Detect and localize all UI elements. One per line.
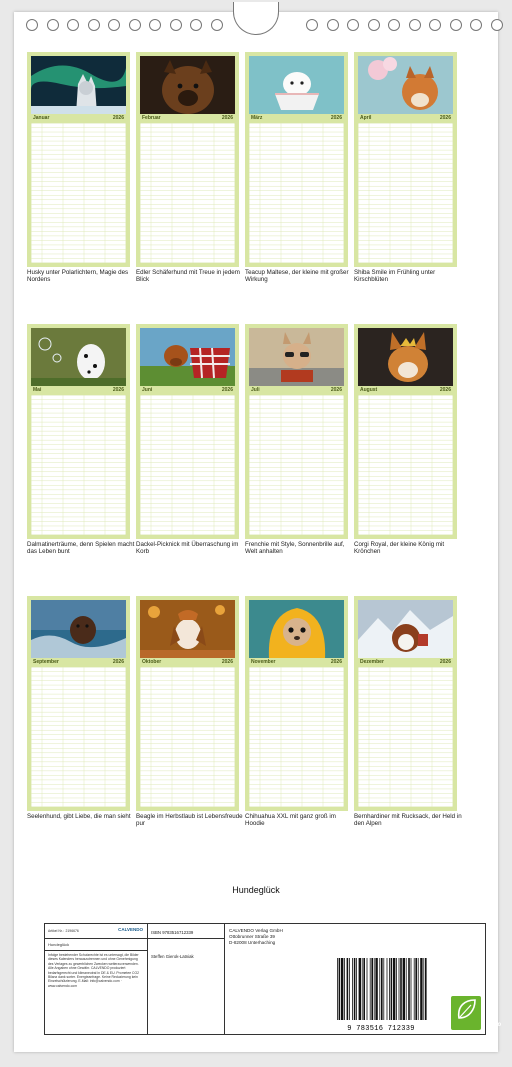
binding-hole bbox=[67, 19, 79, 31]
planner-grid bbox=[31, 667, 126, 807]
month-panel bbox=[136, 596, 239, 811]
month-header bbox=[249, 115, 344, 122]
month-photo-art bbox=[249, 328, 344, 386]
month-photo bbox=[358, 600, 453, 658]
month-photo bbox=[31, 56, 126, 114]
month-header bbox=[31, 387, 126, 394]
month-caption: Corgi Royal, der kleine König mit Krönchen bbox=[354, 541, 445, 556]
month-photo-art bbox=[358, 600, 453, 658]
month-header bbox=[31, 115, 126, 122]
month-year: 2026 bbox=[439, 115, 451, 121]
binding-hole bbox=[129, 19, 141, 31]
imprint-box bbox=[44, 923, 502, 1035]
month-caption: Edler Schäferhund mit Treue in jedem Blick bbox=[136, 269, 240, 284]
divider bbox=[148, 938, 224, 939]
month-name: Juli bbox=[251, 387, 260, 393]
month-name: November bbox=[251, 659, 276, 665]
month-photo-art bbox=[140, 56, 235, 114]
month-year: 2026 bbox=[112, 115, 124, 121]
month-panel bbox=[354, 324, 457, 539]
planner-grid bbox=[140, 395, 235, 535]
month-photo-art bbox=[31, 328, 126, 386]
month-caption: Beagle im Herbstlaub ist Lebensfreude pur bbox=[136, 813, 243, 828]
month-grid bbox=[358, 395, 453, 535]
month-photo bbox=[31, 600, 126, 658]
month-panel bbox=[354, 52, 457, 267]
month-photo bbox=[140, 600, 235, 658]
month-name: September bbox=[33, 659, 59, 665]
month-photo-art bbox=[140, 600, 235, 658]
month-year: 2026 bbox=[221, 387, 233, 393]
imprint-left-column bbox=[45, 924, 148, 1034]
binding-hole bbox=[211, 19, 223, 31]
planner-grid bbox=[31, 123, 126, 263]
month-name: Juni bbox=[142, 387, 153, 393]
month-header bbox=[358, 387, 453, 394]
month-name: Mai bbox=[33, 387, 42, 393]
month-panel bbox=[245, 52, 348, 267]
publisher-name: CALVENDO Verlag GmbH bbox=[229, 928, 283, 933]
month-name: August bbox=[360, 387, 378, 393]
month-grid bbox=[358, 123, 453, 263]
month-caption: Dalmatinerträume, denn Spielen macht das Leben bunt bbox=[27, 541, 135, 556]
month-photo bbox=[140, 56, 235, 114]
month-photo bbox=[249, 600, 344, 658]
month-caption: Frenchie mit Style, Sonnenbrille auf, Welt anhalten bbox=[245, 541, 345, 556]
month-photo-art bbox=[358, 56, 453, 114]
month-photo bbox=[358, 328, 453, 386]
divider bbox=[45, 938, 147, 939]
binding-hole bbox=[429, 19, 441, 31]
imprint-middle-column bbox=[148, 924, 225, 1034]
month-photo-art bbox=[31, 600, 126, 658]
binding-hole bbox=[409, 19, 421, 31]
month-photo-art bbox=[358, 328, 453, 386]
planner-grid bbox=[140, 123, 235, 263]
binding-hole bbox=[47, 19, 59, 31]
calendar-title: Hundeglück bbox=[232, 885, 280, 895]
binding-hole bbox=[26, 19, 38, 31]
month-header bbox=[358, 659, 453, 666]
month-grid bbox=[140, 123, 235, 263]
article-label: Artikel Nr. bbox=[48, 929, 63, 933]
month-name: März bbox=[251, 115, 263, 121]
article-number: 2196676 bbox=[65, 929, 79, 933]
month-photo bbox=[249, 328, 344, 386]
month-year: 2026 bbox=[221, 115, 233, 121]
legal-description: Infolge bestehender Schutzrechte ist es untersagt, die Bilder dieses Kalenders herauszutrennen und ohne Genehmigung des Verlages zu gewerblichen Zwecken weiterzuverwenden. Alle Angaben ohne Gewähr. CALVENDO produziert bedarfsgerecht und klimaneutral in DE & EU. Prometee CO2 Bilanz dank sorter. Energieanfrage. Keine Reduzierung kein Einzelschützierung. E-Mail: info@calvendo.com · www.calvendo.com bbox=[48, 953, 140, 988]
binding-hole bbox=[149, 19, 161, 31]
month-panel bbox=[136, 324, 239, 539]
month-header bbox=[249, 659, 344, 666]
planner-grid bbox=[358, 667, 453, 807]
month-photo-art bbox=[249, 56, 344, 114]
month-year: 2026 bbox=[439, 659, 451, 665]
month-name: Februar bbox=[142, 115, 161, 121]
calendar-sheet bbox=[14, 12, 502, 1052]
planner-grid bbox=[249, 667, 344, 807]
month-grid bbox=[358, 667, 453, 807]
month-photo-art bbox=[249, 600, 344, 658]
binding-hole bbox=[470, 19, 482, 31]
month-header bbox=[358, 115, 453, 122]
month-year: 2026 bbox=[330, 659, 342, 665]
calvendo-logo: CALVENDO bbox=[118, 927, 143, 932]
month-grid bbox=[31, 123, 126, 263]
month-grid bbox=[140, 667, 235, 807]
month-year: 2026 bbox=[330, 115, 342, 121]
month-header bbox=[140, 659, 235, 666]
month-header bbox=[140, 387, 235, 394]
imprint-publisher-column bbox=[225, 924, 325, 1034]
planner-grid bbox=[358, 395, 453, 535]
month-panel bbox=[27, 52, 130, 267]
month-panel bbox=[245, 324, 348, 539]
isbn: ISBN 9783516712339 bbox=[151, 930, 194, 935]
month-name: Januar bbox=[33, 115, 50, 121]
month-grid bbox=[31, 667, 126, 807]
binding-hole bbox=[368, 19, 380, 31]
month-grid bbox=[249, 667, 344, 807]
binding-hole bbox=[306, 19, 318, 31]
month-panel bbox=[354, 596, 457, 811]
month-caption: Shiba Smile im Frühling unter Kirschblüten bbox=[354, 269, 436, 284]
month-photo bbox=[31, 328, 126, 386]
month-year: 2026 bbox=[112, 659, 124, 665]
binding-hole bbox=[388, 19, 400, 31]
barcode-number: 9 783516 712339 bbox=[347, 1025, 415, 1033]
publisher-street: Ottobrunner Straße 39 bbox=[229, 934, 275, 939]
month-caption: Teacup Maltese, der kleine mit großer Wirkung bbox=[245, 269, 349, 284]
binding-hole bbox=[190, 19, 202, 31]
month-header bbox=[31, 659, 126, 666]
planner-grid bbox=[249, 123, 344, 263]
binding-hole bbox=[108, 19, 120, 31]
month-year: 2026 bbox=[330, 387, 342, 393]
month-caption: Bernhardiner mit Rucksack, der Held in den Alpen bbox=[354, 813, 462, 828]
month-grid bbox=[249, 395, 344, 535]
planner-grid bbox=[31, 395, 126, 535]
month-year: 2026 bbox=[439, 387, 451, 393]
author-name: Steffen Gierok-Latniak bbox=[151, 954, 194, 959]
binding-hole bbox=[491, 19, 503, 31]
planner-grid bbox=[140, 667, 235, 807]
article-number-line: Artikel Nr.: 2196676 bbox=[48, 929, 79, 933]
month-grid bbox=[249, 123, 344, 263]
binding-hole bbox=[327, 19, 339, 31]
month-panel bbox=[136, 52, 239, 267]
month-name: Oktober bbox=[142, 659, 162, 665]
divider bbox=[45, 950, 147, 951]
eco-label: eco bbox=[490, 1022, 502, 1028]
barcode bbox=[335, 958, 427, 1032]
month-header bbox=[140, 115, 235, 122]
month-year: 2026 bbox=[112, 387, 124, 393]
month-year: 2026 bbox=[221, 659, 233, 665]
month-caption: Husky unter Polarlichtern, Magie des Nordens bbox=[27, 269, 129, 284]
month-caption: Seelenhund, gibt Liebe, die man sieht bbox=[27, 813, 131, 820]
product-title: Hundeglück bbox=[48, 942, 70, 947]
month-panel bbox=[245, 596, 348, 811]
month-grid bbox=[140, 395, 235, 535]
month-name: Dezember bbox=[360, 659, 384, 665]
planner-grid bbox=[249, 395, 344, 535]
month-photo bbox=[249, 56, 344, 114]
binding-hole bbox=[170, 19, 182, 31]
publisher-city: D-82008 Unterhaching bbox=[229, 940, 276, 945]
month-caption: Chihuahua XXL mit ganz groß im Hoodie bbox=[245, 813, 336, 828]
month-photo-art bbox=[31, 56, 126, 114]
month-panel bbox=[27, 596, 130, 811]
barcode-bars bbox=[335, 958, 427, 1020]
month-photo bbox=[358, 56, 453, 114]
planner-grid bbox=[358, 123, 453, 263]
eco-badge bbox=[451, 996, 502, 1030]
binding-hole bbox=[347, 19, 359, 31]
month-name: April bbox=[360, 115, 372, 121]
binding-hole bbox=[450, 19, 462, 31]
month-header bbox=[249, 387, 344, 394]
month-grid bbox=[31, 395, 126, 535]
month-panel bbox=[27, 324, 130, 539]
month-photo-art bbox=[140, 328, 235, 386]
leaf-icon bbox=[451, 996, 481, 1022]
month-photo bbox=[140, 328, 235, 386]
month-caption: Dackel-Picknick mit Überraschung im Korb bbox=[136, 541, 239, 556]
binding-hole bbox=[88, 19, 100, 31]
